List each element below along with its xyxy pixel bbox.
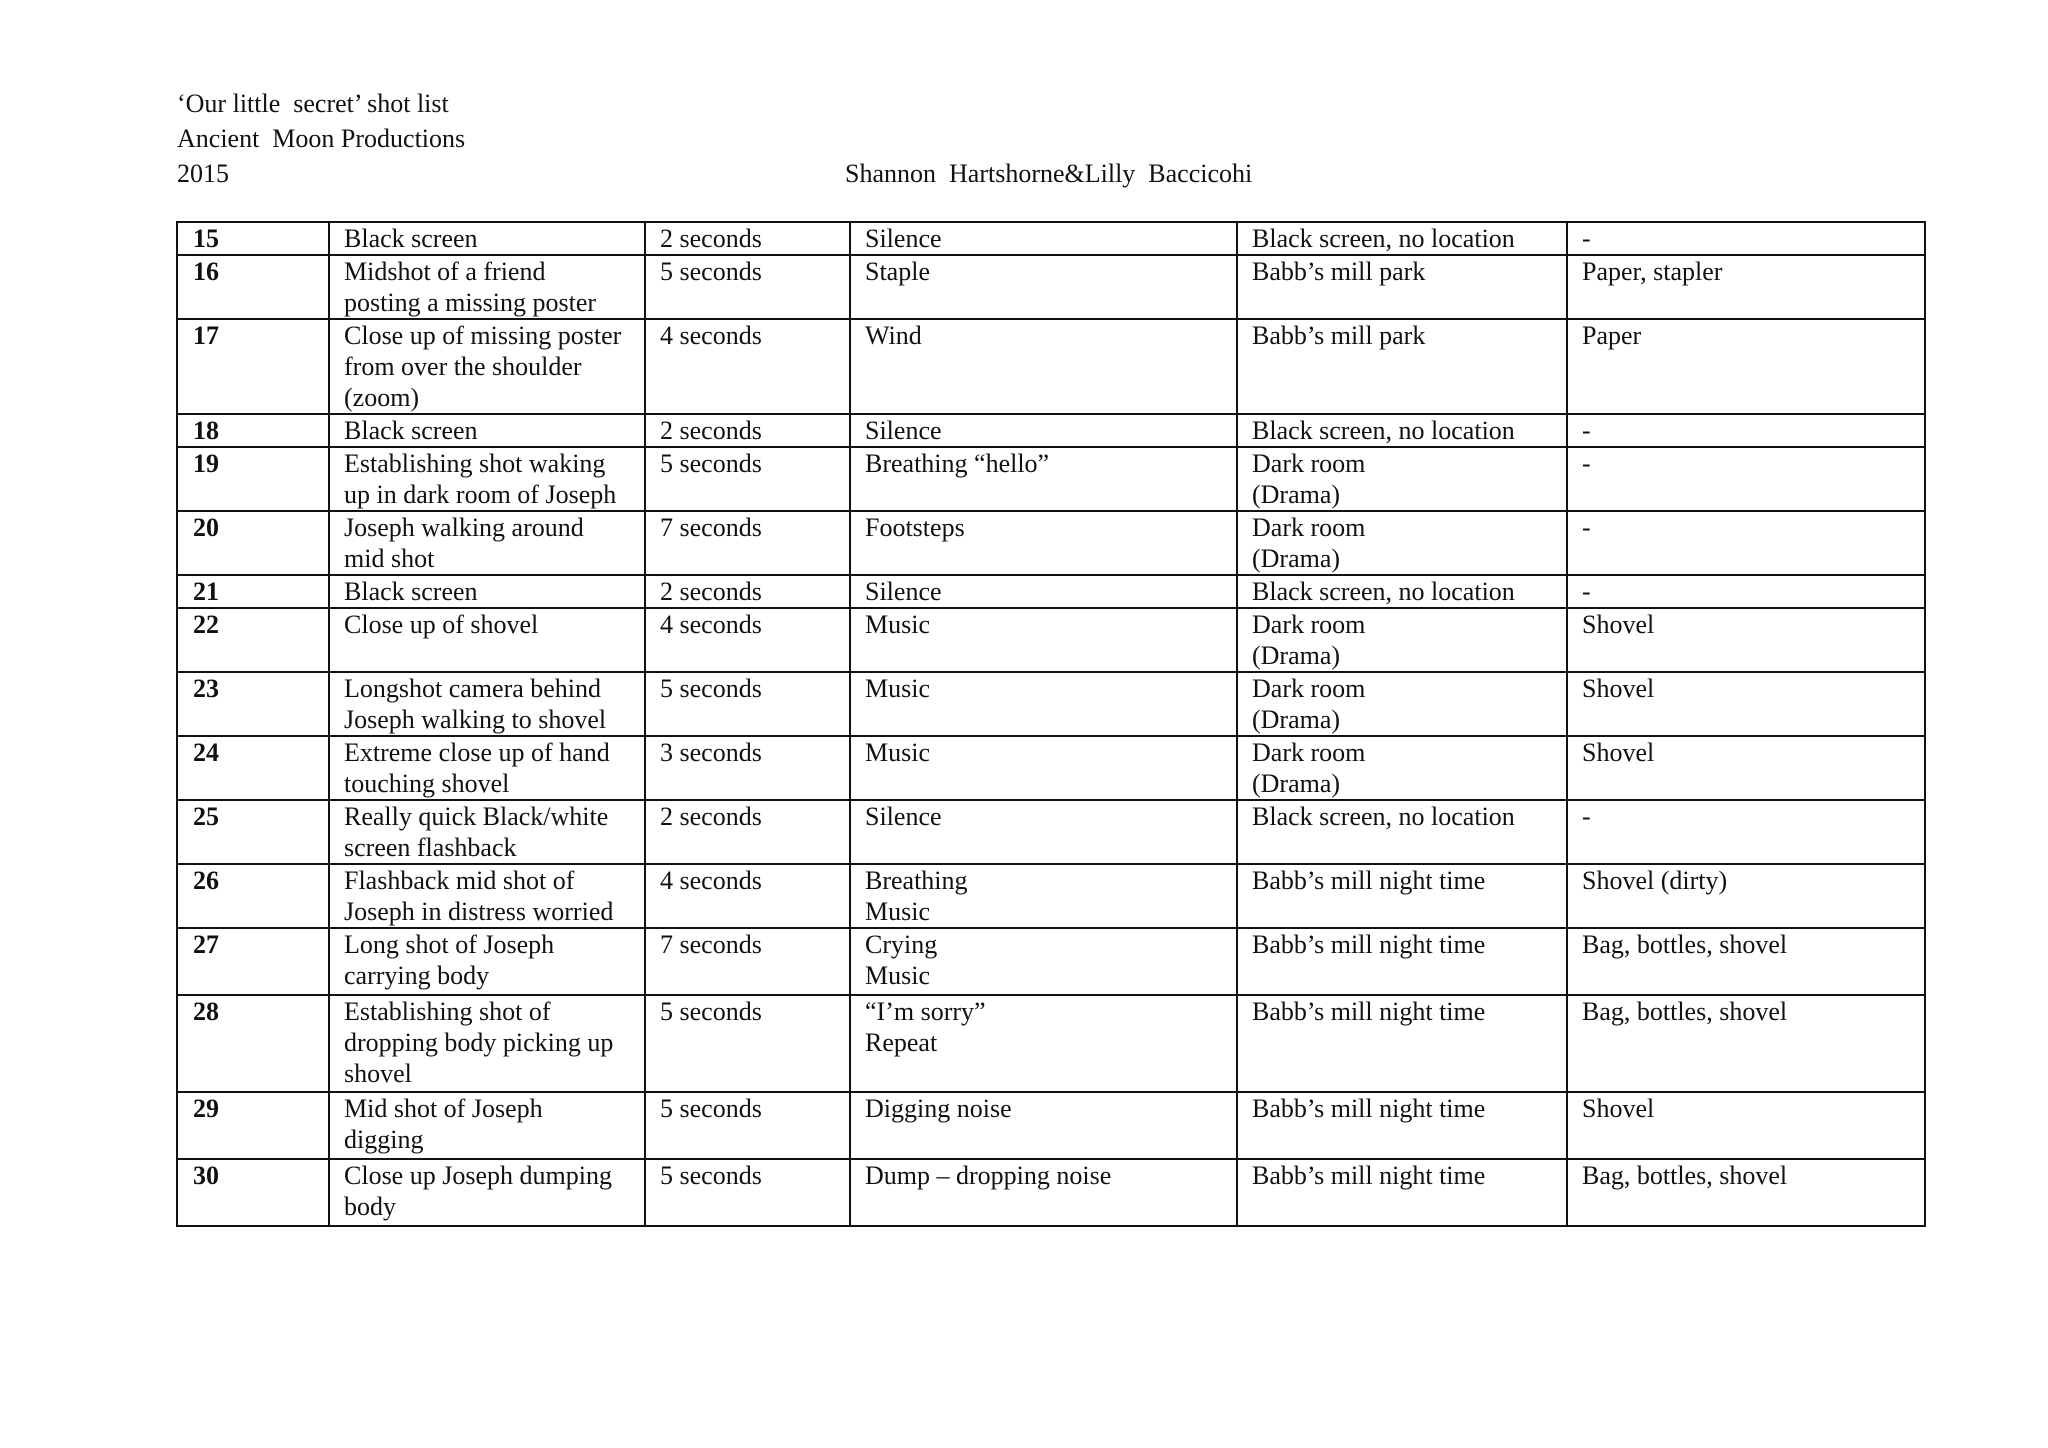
shot-props-cell: Bag, bottles, shovel bbox=[1567, 1159, 1925, 1226]
shot-location-line: Babb’s mill night time bbox=[1252, 1161, 1486, 1190]
shot-location-line: (Drama) bbox=[1252, 705, 1341, 734]
shot-number-cell: 20 bbox=[177, 511, 329, 575]
table-row bbox=[177, 222, 1925, 255]
shot-description-line: (zoom) bbox=[344, 383, 420, 412]
shot-sound-cell bbox=[850, 995, 1237, 1092]
shot-sound-cell bbox=[850, 928, 1237, 995]
shot-location-line: (Drama) bbox=[1252, 641, 1341, 670]
shot-location-line: Babb’s mill night time bbox=[1252, 1094, 1486, 1123]
table-row bbox=[177, 319, 1925, 414]
shot-description-line: from over the shoulder bbox=[344, 352, 582, 381]
shot-location-line: Dark room bbox=[1252, 610, 1366, 639]
shot-sound-line: Silence bbox=[865, 802, 942, 831]
shot-props-cell: Shovel bbox=[1567, 672, 1925, 736]
shot-location-cell bbox=[1237, 511, 1567, 575]
shot-props-cell: Shovel (dirty) bbox=[1567, 864, 1925, 928]
table-row bbox=[177, 995, 1925, 1092]
shot-sound-cell bbox=[850, 255, 1237, 319]
shot-description-line: body bbox=[344, 1192, 396, 1221]
shot-description-line: up in dark room of Joseph bbox=[344, 480, 617, 509]
shot-location-cell bbox=[1237, 800, 1567, 864]
shot-number-cell: 19 bbox=[177, 447, 329, 511]
shot-duration-cell: 2 seconds bbox=[645, 800, 850, 864]
shot-description-line: Joseph walking around bbox=[344, 513, 584, 542]
shot-sound-line: Music bbox=[865, 738, 930, 767]
shot-description-line: Mid shot of Joseph bbox=[344, 1094, 543, 1123]
shot-location-line: Dark room bbox=[1252, 513, 1366, 542]
shot-description-line: Black screen bbox=[344, 416, 478, 445]
shot-number-cell: 18 bbox=[177, 414, 329, 447]
shot-duration-cell: 5 seconds bbox=[645, 995, 850, 1092]
shot-location-line: (Drama) bbox=[1252, 544, 1341, 573]
shot-duration-cell: 2 seconds bbox=[645, 414, 850, 447]
shot-description-line: Establishing shot waking bbox=[344, 449, 606, 478]
shot-description-line: mid shot bbox=[344, 544, 435, 573]
shot-description-line: Extreme close up of hand bbox=[344, 738, 610, 767]
shot-location-line: Black screen, no location bbox=[1252, 577, 1515, 606]
shot-description-line: Black screen bbox=[344, 577, 478, 606]
shot-number-cell: 17 bbox=[177, 319, 329, 414]
shot-duration-cell: 7 seconds bbox=[645, 928, 850, 995]
shot-description-cell bbox=[329, 222, 645, 255]
shot-location-cell bbox=[1237, 447, 1567, 511]
shot-location-line: Dark room bbox=[1252, 674, 1366, 703]
shot-location-cell bbox=[1237, 414, 1567, 447]
shot-props-cell: Paper, stapler bbox=[1567, 255, 1925, 319]
shot-description-cell bbox=[329, 319, 645, 414]
shot-description-line: screen flashback bbox=[344, 833, 517, 862]
shot-location-line: Dark room bbox=[1252, 449, 1366, 478]
shot-location-line: Black screen, no location bbox=[1252, 416, 1515, 445]
shot-props-cell: - bbox=[1567, 800, 1925, 864]
shot-duration-cell: 7 seconds bbox=[645, 511, 850, 575]
table-row bbox=[177, 1092, 1925, 1159]
shot-duration-cell: 4 seconds bbox=[645, 319, 850, 414]
shot-sound-cell bbox=[850, 608, 1237, 672]
table-row bbox=[177, 511, 1925, 575]
shot-description-line: Close up Joseph dumping bbox=[344, 1161, 612, 1190]
shot-sound-line: Silence bbox=[865, 224, 942, 253]
shot-location-line: Babb’s mill night time bbox=[1252, 866, 1486, 895]
shot-list-table bbox=[176, 221, 1926, 1227]
table-row bbox=[177, 447, 1925, 511]
shot-description-line: dropping body picking up bbox=[344, 1028, 614, 1057]
shot-props-cell: - bbox=[1567, 575, 1925, 608]
shot-sound-line: Breathing bbox=[865, 866, 968, 895]
shot-sound-cell bbox=[850, 414, 1237, 447]
shot-number-cell: 30 bbox=[177, 1159, 329, 1226]
table-row bbox=[177, 672, 1925, 736]
shot-sound-line: Crying bbox=[865, 930, 938, 959]
shot-sound-line: Silence bbox=[865, 416, 942, 445]
shot-number-cell: 22 bbox=[177, 608, 329, 672]
shot-props-cell: - bbox=[1567, 447, 1925, 511]
header-year-authors-row bbox=[177, 156, 1927, 191]
table-row bbox=[177, 736, 1925, 800]
shot-description-cell bbox=[329, 414, 645, 447]
shot-sound-line: Digging noise bbox=[865, 1094, 1012, 1123]
table-row bbox=[177, 575, 1925, 608]
shot-sound-cell bbox=[850, 575, 1237, 608]
shot-sound-line: Staple bbox=[865, 257, 930, 286]
shot-sound-line: “I’m sorry” bbox=[865, 997, 986, 1026]
shot-location-cell bbox=[1237, 928, 1567, 995]
shot-sound-cell bbox=[850, 736, 1237, 800]
shot-location-line: (Drama) bbox=[1252, 480, 1341, 509]
shot-sound-cell bbox=[850, 447, 1237, 511]
shot-description-cell bbox=[329, 447, 645, 511]
table-row bbox=[177, 1159, 1925, 1226]
shot-duration-cell: 5 seconds bbox=[645, 1159, 850, 1226]
shot-location-cell bbox=[1237, 736, 1567, 800]
shot-description-line: Longshot camera behind bbox=[344, 674, 602, 703]
shot-location-cell bbox=[1237, 575, 1567, 608]
shot-description-line: posting a missing poster bbox=[344, 288, 597, 317]
shot-location-cell bbox=[1237, 222, 1567, 255]
table-row bbox=[177, 255, 1925, 319]
shot-description-cell bbox=[329, 736, 645, 800]
shot-location-cell bbox=[1237, 1159, 1567, 1226]
shot-sound-cell bbox=[850, 864, 1237, 928]
shot-number-cell: 16 bbox=[177, 255, 329, 319]
shot-props-cell: Shovel bbox=[1567, 1092, 1925, 1159]
shot-description-line: Joseph walking to shovel bbox=[344, 705, 607, 734]
shot-props-cell: - bbox=[1567, 511, 1925, 575]
shot-list-body bbox=[177, 222, 1925, 1226]
shot-number-cell: 21 bbox=[177, 575, 329, 608]
document-header bbox=[177, 86, 1927, 191]
shot-props-cell: Bag, bottles, shovel bbox=[1567, 995, 1925, 1092]
shot-description-cell bbox=[329, 511, 645, 575]
shot-description-line: Midshot of a friend bbox=[344, 257, 546, 286]
shot-sound-line: Breathing “hello” bbox=[865, 449, 1050, 478]
shot-sound-line: Silence bbox=[865, 577, 942, 606]
shot-duration-cell: 2 seconds bbox=[645, 222, 850, 255]
shot-duration-cell: 5 seconds bbox=[645, 447, 850, 511]
shot-sound-line: Repeat bbox=[865, 1028, 938, 1057]
shot-description-line: Establishing shot of bbox=[344, 997, 551, 1026]
shot-duration-cell: 4 seconds bbox=[645, 608, 850, 672]
shot-sound-line: Dump – dropping noise bbox=[865, 1161, 1112, 1190]
shot-description-cell bbox=[329, 575, 645, 608]
shot-description-line: carrying body bbox=[344, 961, 490, 990]
shot-sound-cell bbox=[850, 800, 1237, 864]
shot-props-cell: Bag, bottles, shovel bbox=[1567, 928, 1925, 995]
shot-description-cell bbox=[329, 800, 645, 864]
shot-description-line: Really quick Black/white bbox=[344, 802, 609, 831]
document-title: ‘Our little secret’ shot list bbox=[177, 89, 449, 118]
shot-location-cell bbox=[1237, 1092, 1567, 1159]
shot-description-line: digging bbox=[344, 1125, 424, 1154]
shot-number-cell: 28 bbox=[177, 995, 329, 1092]
shot-sound-line: Music bbox=[865, 897, 930, 926]
shot-location-line: Babb’s mill night time bbox=[1252, 997, 1486, 1026]
shot-sound-line: Music bbox=[865, 674, 930, 703]
shot-description-cell bbox=[329, 864, 645, 928]
production-year: 2015 bbox=[177, 159, 229, 188]
shot-description-line: touching shovel bbox=[344, 769, 510, 798]
shot-sound-line: Footsteps bbox=[865, 513, 965, 542]
shot-description-cell bbox=[329, 672, 645, 736]
shot-number-cell: 26 bbox=[177, 864, 329, 928]
shot-duration-cell: 3 seconds bbox=[645, 736, 850, 800]
shot-location-cell bbox=[1237, 864, 1567, 928]
shot-location-line: Babb’s mill night time bbox=[1252, 930, 1486, 959]
table-row bbox=[177, 414, 1925, 447]
shot-duration-cell: 5 seconds bbox=[645, 255, 850, 319]
shot-number-cell: 24 bbox=[177, 736, 329, 800]
shot-sound-line: Wind bbox=[865, 321, 922, 350]
shot-description-cell bbox=[329, 1159, 645, 1226]
shot-description-line: Black screen bbox=[344, 224, 478, 253]
shot-number-cell: 27 bbox=[177, 928, 329, 995]
shot-sound-cell bbox=[850, 1159, 1237, 1226]
shot-description-cell bbox=[329, 928, 645, 995]
shot-sound-cell bbox=[850, 1092, 1237, 1159]
shot-location-line: Babb’s mill park bbox=[1252, 321, 1426, 350]
shot-location-cell bbox=[1237, 608, 1567, 672]
shot-description-cell bbox=[329, 255, 645, 319]
shot-number-cell: 29 bbox=[177, 1092, 329, 1159]
shot-description-cell bbox=[329, 1092, 645, 1159]
shot-location-line: Babb’s mill park bbox=[1252, 257, 1426, 286]
shot-number-cell: 15 bbox=[177, 222, 329, 255]
table-row bbox=[177, 608, 1925, 672]
shot-number-cell: 25 bbox=[177, 800, 329, 864]
shot-props-cell: - bbox=[1567, 222, 1925, 255]
shot-props-cell: Shovel bbox=[1567, 736, 1925, 800]
table-row bbox=[177, 864, 1925, 928]
shot-description-line: Long shot of Joseph bbox=[344, 930, 555, 959]
table-row bbox=[177, 800, 1925, 864]
production-company: Ancient Moon Productions bbox=[177, 124, 466, 153]
shot-props-cell: Paper bbox=[1567, 319, 1925, 414]
shot-sound-cell bbox=[850, 222, 1237, 255]
shot-description-line: shovel bbox=[344, 1059, 412, 1088]
shot-duration-cell: 5 seconds bbox=[645, 672, 850, 736]
shot-number-cell: 23 bbox=[177, 672, 329, 736]
shot-sound-cell bbox=[850, 319, 1237, 414]
shot-duration-cell: 5 seconds bbox=[645, 1092, 850, 1159]
shot-description-line: Flashback mid shot of bbox=[344, 866, 575, 895]
shot-description-line: Close up of shovel bbox=[344, 610, 539, 639]
shot-sound-cell bbox=[850, 672, 1237, 736]
shot-location-cell bbox=[1237, 319, 1567, 414]
shot-sound-line: Music bbox=[865, 961, 930, 990]
shot-location-line: Black screen, no location bbox=[1252, 802, 1515, 831]
shot-description-line: Close up of missing poster bbox=[344, 321, 622, 350]
shot-duration-cell: 4 seconds bbox=[645, 864, 850, 928]
shot-location-cell bbox=[1237, 672, 1567, 736]
shot-props-cell: - bbox=[1567, 414, 1925, 447]
shot-location-cell bbox=[1237, 255, 1567, 319]
shot-description-cell bbox=[329, 995, 645, 1092]
shot-sound-line: Music bbox=[865, 610, 930, 639]
shot-description-cell bbox=[329, 608, 645, 672]
shot-location-line: Dark room bbox=[1252, 738, 1366, 767]
shot-duration-cell: 2 seconds bbox=[645, 575, 850, 608]
authors: Shannon Hartshorne&Lilly Baccicohi bbox=[845, 159, 1253, 188]
shot-location-cell bbox=[1237, 995, 1567, 1092]
shot-description-line: Joseph in distress worried bbox=[344, 897, 614, 926]
shot-location-line: (Drama) bbox=[1252, 769, 1341, 798]
table-row bbox=[177, 928, 1925, 995]
shot-sound-cell bbox=[850, 511, 1237, 575]
shot-location-line: Black screen, no location bbox=[1252, 224, 1515, 253]
shot-props-cell: Shovel bbox=[1567, 608, 1925, 672]
